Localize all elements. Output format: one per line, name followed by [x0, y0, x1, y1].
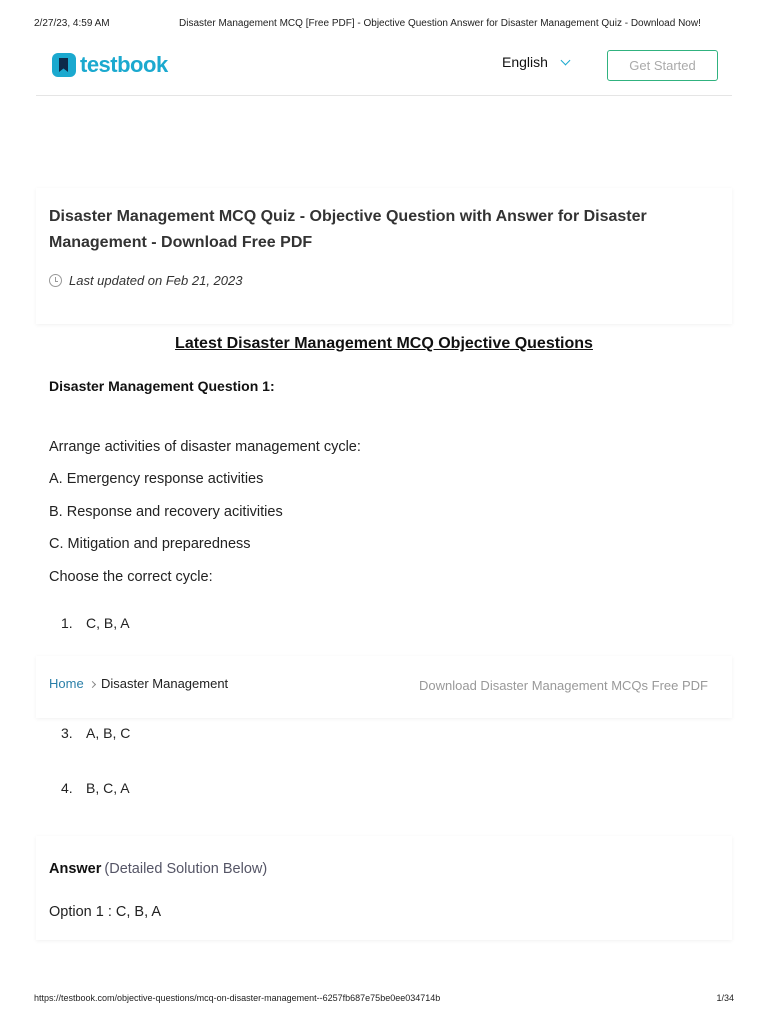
print-document-title: Disaster Management MCQ [Free PDF] - Objective Question Answer for Disaster Management Quiz - Download Now! — [179, 18, 701, 29]
answer-label — [49, 861, 267, 877]
question-text: Arrange activities of disaster management cycle: — [49, 439, 361, 455]
testbook-logo[interactable] — [52, 52, 168, 78]
top-navigation-bar — [36, 40, 732, 96]
option-number: 3. — [61, 725, 73, 741]
print-timestamp: 2/27/23, 4:59 AM — [34, 18, 110, 29]
breadcrumb-bar — [36, 656, 732, 718]
page-number: 1/34 — [716, 993, 734, 1003]
question-statement-a: A. Emergency response activities — [49, 471, 264, 487]
option-4[interactable] — [61, 780, 130, 796]
language-label: English — [502, 54, 548, 70]
logo-text: testbook — [80, 52, 168, 77]
print-footer — [34, 993, 734, 1007]
section-heading: Latest Disaster Management MCQ Objective Questions — [175, 335, 593, 352]
answer-card — [36, 836, 732, 940]
option-text: A, B, C — [86, 725, 131, 741]
download-pdf-link[interactable]: Download Disaster Management MCQs Free PDF — [419, 678, 708, 693]
breadcrumb-home-link[interactable]: Home — [49, 676, 84, 691]
print-url: https://testbook.com/objective-questions/mcq-on-disaster-management--6257fb687e75be0ee034714b — [34, 993, 441, 1003]
chevron-down-icon — [560, 55, 570, 65]
question-statement-b: B. Response and recovery acitivities — [49, 504, 283, 520]
breadcrumb-current: Disaster Management — [101, 676, 229, 691]
page-title: Disaster Management MCQ Quiz - Objective Question with Answer for Disaster Management - Download Free PDF — [49, 208, 647, 251]
question-heading: Disaster Management Question 1: — [49, 378, 275, 394]
option-text: B, C, A — [86, 780, 130, 796]
option-number: 1. — [61, 615, 73, 631]
last-updated-text: Last updated on Feb 21, 2023 — [69, 273, 243, 288]
answer-value: Option 1 : C, B, A — [49, 904, 162, 920]
option-number: 4. — [61, 780, 73, 796]
title-card — [36, 188, 732, 324]
language-selector[interactable] — [502, 54, 569, 70]
question-prompt: Choose the correct cycle: — [49, 569, 213, 585]
clock-icon — [49, 274, 62, 287]
answer-title: Answer — [49, 861, 102, 877]
option-3[interactable] — [61, 725, 130, 741]
chevron-right-icon — [89, 681, 96, 688]
print-header — [34, 18, 734, 32]
option-text: C, B, A — [86, 615, 130, 631]
get-started-button[interactable]: Get Started — [607, 50, 718, 81]
detailed-solution-link[interactable]: (Detailed Solution Below) — [104, 861, 268, 877]
bookmark-logo-icon — [52, 53, 76, 77]
last-updated — [49, 273, 242, 288]
question-statement-c: C. Mitigation and preparedness — [49, 536, 251, 552]
option-1[interactable] — [61, 615, 130, 631]
